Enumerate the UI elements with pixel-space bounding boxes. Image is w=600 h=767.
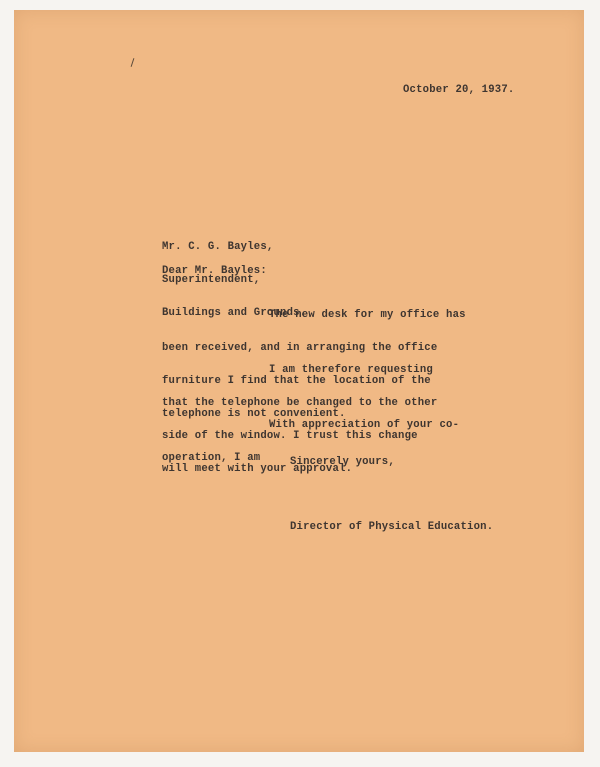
paragraph-line: been received, and in arranging the office	[162, 342, 438, 354]
paragraph-line: operation, I am	[162, 452, 261, 464]
recipient-title: Superintendent,	[162, 274, 261, 286]
paragraph-line: telephone is not convenient.	[162, 408, 346, 420]
paragraph-line: furniture I find that the location of the	[162, 375, 431, 387]
paragraph-line: I am therefore requesting	[269, 364, 433, 376]
paragraph-line: With appreciation of your co-	[269, 419, 460, 431]
salutation: Dear Mr. Bayles:	[162, 265, 267, 277]
letter-date: October 20, 1937.	[403, 84, 515, 96]
paragraph-line: side of the window. I trust this change	[162, 430, 418, 442]
paragraph-line: will meet with your approval.	[162, 463, 353, 475]
paragraph-line: that the telephone be changed to the other	[162, 397, 438, 409]
complimentary-closing: Sincerely yours,	[290, 456, 395, 468]
signature-title: Director of Physical Education.	[290, 521, 494, 533]
paragraph-line: The new desk for my office has	[269, 309, 466, 321]
body-paragraph-3	[162, 398, 459, 486]
recipient-name: Mr. C. G. Bayles,	[162, 241, 274, 253]
recipient-department: Buildings and Grounds.	[162, 307, 307, 319]
